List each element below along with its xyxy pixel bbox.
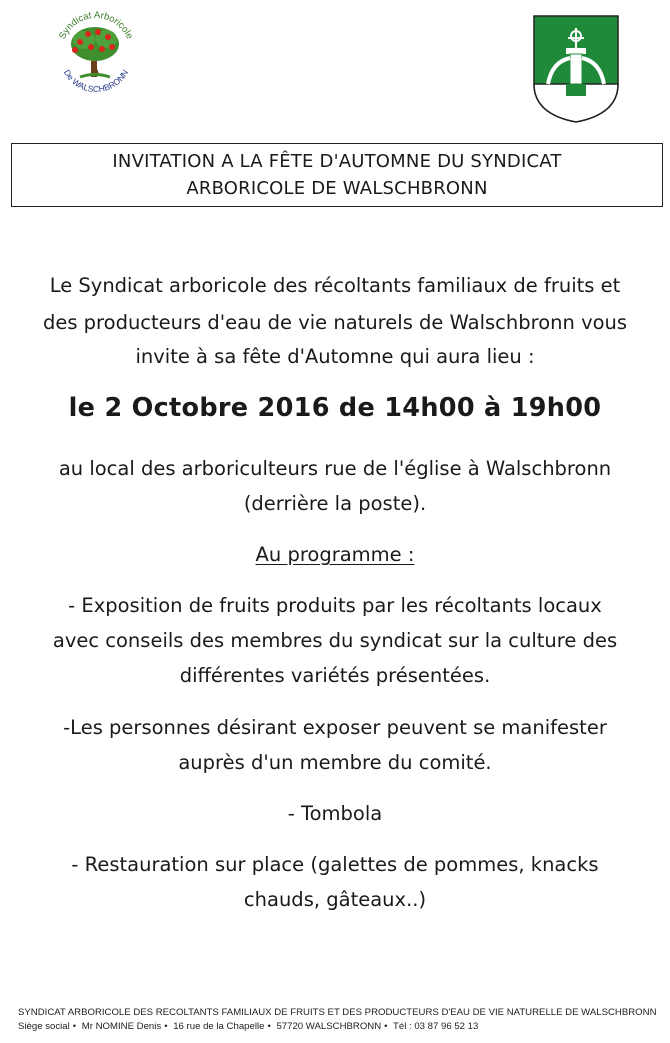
logo-text-top: Syndicat Arboricole	[57, 9, 136, 41]
program-item-4-line-2: chauds, gâteaux..)	[243, 888, 427, 911]
footer-address: 16 rue de la Chapelle	[173, 1021, 265, 1032]
event-date-headline: le 2 Octobre 2016 de 14h00 à 19h00	[68, 393, 602, 423]
program-item-1-line-2: avec conseils des membres du syndicat sur la culture des	[52, 629, 618, 652]
program-item-1-line-3: différentes variétés présentées.	[179, 664, 491, 687]
footer-siege: Siège social	[18, 1021, 70, 1032]
footer-phone: Tél : 03 87 96 52 13	[393, 1021, 479, 1032]
program-heading: Au programme :	[255, 543, 415, 566]
walschbronn-coat-of-arms-icon	[530, 14, 622, 124]
logo-text-bottom: De WALSCHBRONN	[61, 67, 131, 95]
footer-bullet: •	[164, 1021, 168, 1032]
footer-organization: SYNDICAT ARBORICOLE DES RECOLTANTS FAMILIAUX DE FRUITS ET DES PRODUCTEURS D'EAU DE VIE NATURELLE DE WALSCHBRONN	[18, 1007, 657, 1018]
intro-line-2: des producteurs d'eau de vie naturels de Walschbronn vous	[42, 311, 628, 334]
program-item-2-line-2: auprès d'un membre du comité.	[178, 751, 492, 774]
footer-city: 57720 WALSCHBRONN	[276, 1021, 382, 1032]
footer	[18, 1006, 658, 1034]
footer-bullet: •	[72, 1021, 77, 1032]
title-line-1: INVITATION A LA FÊTE D'AUTOMNE DU SYNDICAT	[112, 151, 562, 172]
footer-contact: Mr NOMINE Denis	[81, 1021, 162, 1032]
location-line-2: (derrière la poste).	[243, 492, 427, 515]
footer-contact-line	[18, 1020, 658, 1034]
intro-line-3: invite à sa fête d'Automne qui aura lieu :	[135, 345, 535, 368]
program-item-4-line-1: - Restauration sur place (galettes de pommes, knacks	[71, 853, 599, 876]
invitation-title-box	[11, 143, 663, 207]
footer-bullet: •	[384, 1021, 388, 1032]
title-line-2: ARBORICOLE DE WALSCHBRONN	[186, 178, 488, 199]
footer-bullet: •	[267, 1021, 271, 1032]
program-item-3: - Tombola	[287, 802, 383, 825]
program-item-2-line-1: -Les personnes désirant exposer peuvent se manifester	[63, 716, 607, 739]
intro-line-1: Le Syndicat arboricole des récoltants familiaux de fruits et	[49, 274, 621, 297]
program-item-1-line-1: - Exposition de fruits produits par les récoltants locaux	[68, 594, 602, 617]
syndicat-arboricole-logo	[50, 6, 142, 98]
location-line-1: au local des arboriculteurs rue de l'église à Walschbronn	[58, 457, 612, 480]
